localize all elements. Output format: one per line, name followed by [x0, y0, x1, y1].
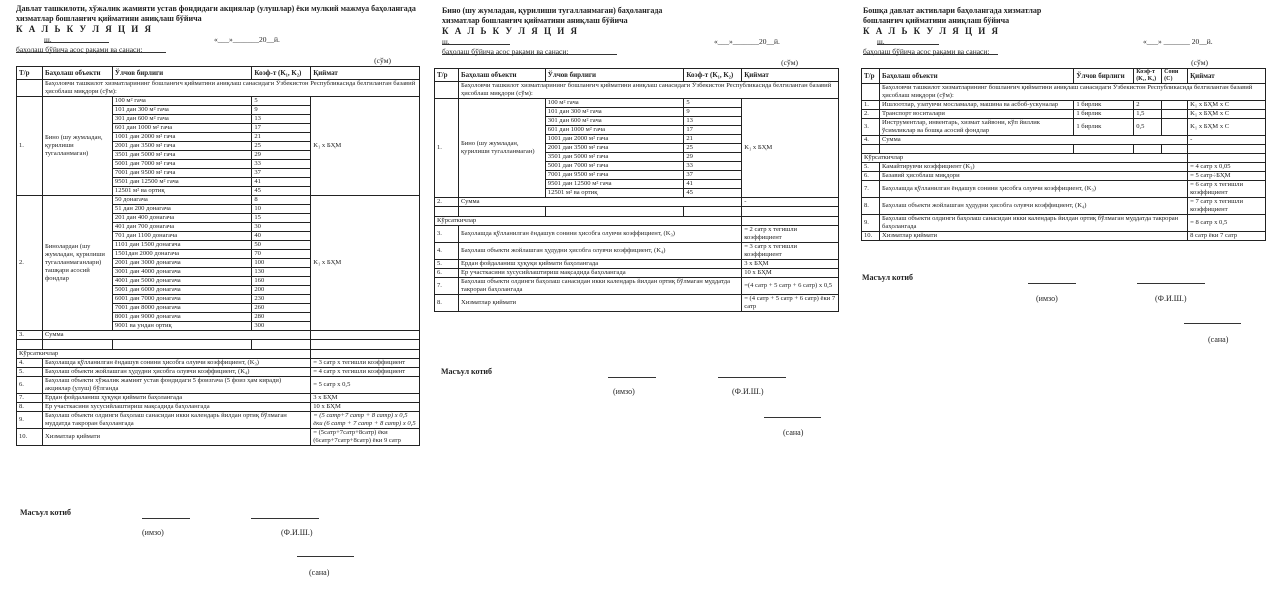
- unit-range: 100 м² гача: [545, 99, 684, 108]
- row-number: 8.: [17, 403, 43, 412]
- row-number: 10.: [862, 232, 880, 241]
- object-name: Бино (шу жумладан, қурилиши тугалланмаган): [42, 97, 112, 196]
- unit-range: 101 дан 300 м² гача: [545, 108, 684, 117]
- indicator-label: Баҳолашда қўлланилган ёндашув сонини ҳисобга олувчи коэффициент, (K₃): [42, 359, 310, 368]
- unit-range: 101 дан 300 м² гача: [112, 106, 251, 115]
- indicator-formula: = 2 сатр х тегишли коэффициент: [742, 226, 839, 243]
- header-value: Қиймат: [742, 69, 839, 82]
- coefficient: 280: [252, 313, 311, 322]
- unit-range: 8001 дан 9000 донагача: [112, 313, 251, 322]
- row-number: 1.: [862, 101, 880, 110]
- coefficient: 17: [252, 124, 311, 133]
- doc2-title-line2: хизматлар бошланғич қийматини аниқлаш бўйича: [442, 16, 628, 25]
- row-number: 7.: [17, 394, 43, 403]
- unit-range: 2001 дан 3500 м² гача: [112, 142, 251, 151]
- row-number: 1.: [17, 97, 43, 196]
- unit-range: 7001 дан 9500 м² гача: [112, 169, 251, 178]
- header-coef: Коэф-т (K₁, K₂): [1134, 69, 1162, 84]
- header-tr: Т/р: [17, 67, 43, 80]
- date-line: [297, 556, 354, 557]
- row-number: 3.: [435, 226, 459, 243]
- doc3-signature: [862, 273, 1262, 353]
- value-formula: K₁ х БҲМ х С: [1188, 119, 1266, 136]
- value-formula: K₁ х БҲМ х С: [1188, 110, 1266, 119]
- unit-range: 201 дан 400 донагача: [112, 214, 251, 223]
- coefficient: 37: [252, 169, 311, 178]
- unit-range: 2001 дан 3500 м² гача: [545, 144, 684, 153]
- header-object: Баҳолаш объекти: [458, 69, 545, 82]
- indicator-label: Баҳолаш объекти жойлашган ҳудудни ҳисобга олувчи коэффициент, (K₄): [42, 368, 310, 377]
- indicator-formula: 3 х БҲМ: [742, 260, 839, 269]
- object-name: Инструментлар, инвентарь, хизмат хайвони, кўп йиллик ўсимликлар ва бошқа асосий фондлар: [879, 119, 1073, 136]
- indicator-formula: = (4 сатр + 5 сатр + 6 сатр) ёки 7 сатр: [742, 295, 839, 312]
- doc2-kalkulyatsiya: К А Л Ь К У Л Я Ц И Я: [442, 26, 580, 36]
- unit-range: 701 дан 1100 донагача: [112, 232, 251, 241]
- coefficient: 25: [684, 144, 742, 153]
- indicator-label: Базавий ҳисоблаш миқдори: [879, 172, 1187, 181]
- unit-range: 1001 дан 2000 м² гача: [112, 133, 251, 142]
- unit-range: 5001 дан 6000 донагача: [112, 286, 251, 295]
- unit: 1 бирлик: [1074, 119, 1134, 136]
- unit-range: 301 дан 600 м² гача: [112, 115, 251, 124]
- indicator-formula: = (5 сатр+7 сатр + 8 сатр) х 0,5 ёки (6 сатр + 7 сатр + 8 сатр) х 0,5: [311, 412, 420, 429]
- base-note: Баҳоловчи ташкилот хизматларининг бошланғич қийматини аниқлаш санасидаги Ўзбекистон Республикасида белгиланган базавий ҳисоблаш миқдори (сўм):: [879, 84, 1265, 101]
- row-number: 4.: [17, 359, 43, 368]
- doc3-title-line2: бошланғич қийматини аниқлаш бўйича: [863, 16, 1010, 25]
- unit-range: 1101 дан 1500 донагача: [112, 241, 251, 250]
- unit-range: 3001 дан 4000 донагача: [112, 268, 251, 277]
- indicator-row: [17, 359, 420, 368]
- responsible-secretary-label: Масъул котиб: [20, 508, 71, 517]
- indicator-label: Баҳолаш объекти олдинги баҳолаш санасидан икки календарь йилдан ортиқ бўлмаган муддатда такроран баҳолангада: [458, 278, 741, 295]
- value-formula: K₁ х БҲМ: [311, 97, 420, 196]
- indicator-row: [435, 226, 839, 243]
- unit-range: 5001 дан 7000 м² гача: [112, 160, 251, 169]
- coefficient: 9: [252, 106, 311, 115]
- doc1-table: [16, 66, 420, 446]
- header-value: Қиймат: [311, 67, 420, 80]
- indicator-formula: 10 х БҲМ: [311, 403, 420, 412]
- indicator-row: [862, 215, 1266, 232]
- indicator-label: Хизматлар қиймати: [458, 295, 741, 312]
- doc3-unit: (сўм): [1191, 58, 1208, 67]
- indicator-label: Ердан фойдаланиш ҳуқуқи қиймати баҳолангада: [42, 394, 310, 403]
- responsible-secretary-label: Масъул котиб: [862, 273, 913, 282]
- object-name: Бино (шу жумладан, қурилиши тугалланмаган): [458, 99, 545, 198]
- coefficient: 13: [684, 117, 742, 126]
- row-number: 8.: [435, 295, 459, 312]
- doc1-city-suffix: ш.: [44, 35, 52, 44]
- header-coef: Коэф-т (K₁, K₂): [252, 67, 311, 80]
- row-number: 6.: [435, 269, 459, 278]
- sign-caption: (имзо): [142, 528, 164, 537]
- coefficient: 50: [252, 241, 311, 250]
- coefficient: 41: [684, 180, 742, 189]
- unit-range: 401 дан 700 донагача: [112, 223, 251, 232]
- object-name: Транспорт воситалари: [879, 110, 1073, 119]
- coefficient: 21: [684, 135, 742, 144]
- unit-range: 100 м² гача: [112, 97, 251, 106]
- unit-range: 9501 дан 12500 м² гача: [112, 178, 251, 187]
- coefficient: 45: [684, 189, 742, 198]
- indicator-label: Баҳолаш объекти жойлашган ҳудудни ҳисобга олувчи коэффициент, (K₄): [879, 198, 1187, 215]
- unit-range: 51 дан 200 донагача: [112, 205, 251, 214]
- indicator-formula: 10 х БҲМ: [742, 269, 839, 278]
- name-caption: (Ф.И.Ш.): [1155, 294, 1187, 303]
- name-caption: (Ф.И.Ш.): [732, 387, 764, 396]
- coefficient: 33: [684, 162, 742, 171]
- sign-line: [1028, 283, 1076, 284]
- name-line: [718, 377, 786, 378]
- sum-value: -: [742, 198, 839, 207]
- coefficient: 260: [252, 304, 311, 313]
- unit-range: 7001 дан 9500 м² гача: [545, 171, 684, 180]
- unit-range: 6001 дан 7000 донагача: [112, 295, 251, 304]
- table-row: [862, 119, 1266, 136]
- coefficient: 5: [252, 97, 311, 106]
- indicator-formula: = 3 сатр х тегишли коэффициент: [742, 243, 839, 260]
- doc1-title-line2: хизматлар бошланғич қийматини аниқлаш бўйича: [16, 14, 202, 23]
- coefficient: 25: [252, 142, 311, 151]
- coefficient: 29: [684, 153, 742, 162]
- coefficient: 100: [252, 259, 311, 268]
- table-row: [862, 101, 1266, 110]
- doc2-basis-label: баҳолаш бўйича асос рақами ва санаси:: [442, 47, 569, 56]
- date-caption: (сана): [1208, 335, 1229, 344]
- row-number: 7.: [435, 278, 459, 295]
- document-3: [863, 6, 1268, 241]
- doc2-title-line1: Бино (шу жумладан, қурилиши тугалланмаган) баҳолангада: [442, 6, 663, 15]
- header-count: Сони (С): [1162, 69, 1188, 84]
- row-number: 5.: [435, 260, 459, 269]
- count: [1162, 119, 1188, 136]
- coefficient: 15: [252, 214, 311, 223]
- responsible-secretary-label: Масъул котиб: [441, 367, 492, 376]
- unit-range: 12501 м² ва ортиқ: [112, 187, 251, 196]
- sum-label: Сумма: [879, 136, 1187, 145]
- indicator-row: [17, 377, 420, 394]
- indicator-label: Ер участкасини хусусийлаштириш мақсадида баҳолангада: [42, 403, 310, 412]
- date-line: [1184, 323, 1241, 324]
- table-row: [17, 196, 420, 205]
- table-row: [435, 99, 839, 108]
- header-coef: Коэф-т (K₁, K₂): [684, 69, 742, 82]
- header-unit: Ўлчов бирлиги: [1074, 69, 1134, 84]
- indicator-row: [17, 394, 420, 403]
- count: [1162, 110, 1188, 119]
- indicator-formula: = 5 сатр÷БҲМ: [1188, 172, 1266, 181]
- count: [1162, 101, 1188, 110]
- doc2-signature: [441, 367, 841, 447]
- value-formula: K₁ х БҲМ х С: [1188, 101, 1266, 110]
- coefficient: 10: [252, 205, 311, 214]
- indicator-formula: 3 х БҲМ: [311, 394, 420, 403]
- indicator-row: [17, 429, 420, 446]
- indicator-row: [862, 172, 1266, 181]
- indicator-formula: = 8 сатр х 0,5: [1188, 215, 1266, 232]
- indicators-label: Кўрсаткичлар: [862, 154, 1188, 163]
- document-1: [16, 4, 421, 446]
- row-number: 9.: [862, 215, 880, 232]
- row-number: 9.: [17, 412, 43, 429]
- indicator-label: Ердан фойдаланиш ҳуқуқи қиймати баҳолангада: [458, 260, 741, 269]
- name-line: [1137, 283, 1205, 284]
- doc2-table: [434, 68, 839, 312]
- indicator-label: Баҳолаш объекти жойлашган ҳудудни ҳисобга олувчи коэффициент, (K₄): [458, 243, 741, 260]
- coefficient: 40: [252, 232, 311, 241]
- row-number: 3.: [862, 119, 880, 136]
- header-unit: Ўлчов бирлиги: [112, 67, 251, 80]
- indicator-row: [862, 163, 1266, 172]
- coefficient: 33: [252, 160, 311, 169]
- indicator-row: [862, 232, 1266, 241]
- row-number: 7.: [862, 181, 880, 198]
- coefficient: 30: [252, 223, 311, 232]
- row-number: 4.: [435, 243, 459, 260]
- coefficient: 37: [684, 171, 742, 180]
- sum-label: Сумма: [458, 198, 741, 207]
- coefficient: 41: [252, 178, 311, 187]
- sign-line: [142, 518, 190, 519]
- indicators-label: Кўрсаткичлар: [435, 217, 742, 226]
- indicator-row: [17, 403, 420, 412]
- indicator-formula: =(4 сатр + 5 сатр + 6 сатр) х 0,5: [742, 278, 839, 295]
- value-formula: K₁ х БҲМ: [742, 99, 839, 198]
- sum-value: -: [1188, 136, 1266, 145]
- row-number: 2.: [17, 196, 43, 331]
- coefficient: 1,5: [1134, 110, 1162, 119]
- row-number: 8.: [862, 198, 880, 215]
- doc1-title-line1: Давлат ташкилоти, хўжалик жамияти устав фондидаги акциялар (улушлар) ёки мулкий мажмуа баҳолангада: [16, 4, 416, 13]
- doc1-signature: [20, 508, 420, 592]
- coefficient: 70: [252, 250, 311, 259]
- unit-range: 2001 дан 3000 донагача: [112, 259, 251, 268]
- indicator-formula: = 3 сатр х тегишли коэффициент: [311, 359, 420, 368]
- sign-caption: (имзо): [1036, 294, 1058, 303]
- unit-range: 9001 ва ундан ортиқ: [112, 322, 251, 331]
- unit-range: 301 дан 600 м² гача: [545, 117, 684, 126]
- doc2-unit: (сўм): [781, 58, 798, 67]
- coefficient: 29: [252, 151, 311, 160]
- doc1-unit: (сўм): [374, 56, 391, 65]
- sum-num: 4.: [862, 136, 880, 145]
- table-row: [17, 97, 420, 106]
- indicator-row: [435, 295, 839, 312]
- date-caption: (сана): [309, 568, 330, 577]
- row-number: 5.: [862, 163, 880, 172]
- doc1-basis-label: баҳолаш бўйича асос рақами ва санаси:: [16, 45, 143, 54]
- base-note: Баҳоловчи ташкилот хизматларининг бошланғич қийматини аниқлаш санасидаги Ўзбекистон Республикасида белгиланган базавий ҳисоблаш миқдори (сўм):: [458, 82, 838, 99]
- unit-range: 3501 дан 5000 м² гача: [545, 153, 684, 162]
- document-2: [437, 6, 842, 312]
- doc2-city-suffix: ш.: [442, 37, 450, 46]
- sum-num: 3.: [17, 331, 43, 340]
- header-tr: Т/р: [862, 69, 880, 84]
- unit-range: 601 дан 1000 м² гача: [112, 124, 251, 133]
- indicator-row: [862, 198, 1266, 215]
- coefficient: 2: [1134, 101, 1162, 110]
- name-line: [251, 518, 319, 519]
- coefficient: 5: [684, 99, 742, 108]
- row-number: 6.: [17, 377, 43, 394]
- coefficient: 0,5: [1134, 119, 1162, 136]
- doc3-title-line1: Бошқа давлат активлари баҳолангада хизматлар: [863, 6, 1042, 15]
- indicator-formula: = 4 сатр х 0,05: [1188, 163, 1266, 172]
- coefficient: 130: [252, 268, 311, 277]
- unit-range: 4001 дан 5000 донагача: [112, 277, 251, 286]
- coefficient: 300: [252, 322, 311, 331]
- indicator-formula: = 5 сатр х 0,5: [311, 377, 420, 394]
- coefficient: 13: [252, 115, 311, 124]
- row-number: 5.: [17, 368, 43, 377]
- doc3-basis-label: баҳолаш бўйича асос рақами ва санаси:: [863, 47, 990, 56]
- indicator-label: Камайтирувчи коэффициент (K₃): [879, 163, 1187, 172]
- row-number: 2.: [862, 110, 880, 119]
- doc3-kalkulyatsiya: К А Л Ь К У Л Я Ц И Я: [863, 26, 1001, 36]
- coefficient: 17: [684, 126, 742, 135]
- doc3-city-suffix: ш.: [877, 37, 885, 46]
- object-name: Бинолардан (шу жумладан, қурилиши тугалланмаганлари) ташқари асосий фондлар: [42, 196, 112, 331]
- unit-range: 601 дан 1000 м² гача: [545, 126, 684, 135]
- doc1-date: «___»_______20__й.: [214, 35, 280, 44]
- indicator-label: Хизматлар қиймати: [42, 429, 310, 446]
- indicators-label: Кўрсаткичлар: [17, 350, 311, 359]
- row-number: 1.: [435, 99, 459, 198]
- indicator-formula: = (5сатр+7сатр+8сатр) ёки (6сатр+7сатр+8сатр) ёки 9 сатр: [311, 429, 420, 446]
- indicator-row: [862, 181, 1266, 198]
- unit-range: 1001 дан 2000 м² гача: [545, 135, 684, 144]
- indicator-label: Баҳолаш объекти хўжалик жамият устав фондидаги 5 фоизгача (5 фоиз ҳам киради) акциялар (улуш) бўлганда: [42, 377, 310, 394]
- header-object: Баҳолаш объекти: [42, 67, 112, 80]
- indicator-formula: 8 сатр ёки 7 сатр: [1188, 232, 1266, 241]
- row-number: 10.: [17, 429, 43, 446]
- unit: 1 бирлик: [1074, 110, 1134, 119]
- coefficient: 9: [684, 108, 742, 117]
- indicator-label: Хизматлар қиймати: [879, 232, 1187, 241]
- header-object: Баҳолаш объекти: [879, 69, 1073, 84]
- indicator-label: Баҳолашда қўлланилган ёндашув сонини ҳисобга олувчи коэффициент, (K₃): [879, 181, 1187, 198]
- indicator-row: [435, 260, 839, 269]
- unit-range: 9501 дан 12500 м² гача: [545, 180, 684, 189]
- indicator-row: [435, 278, 839, 295]
- date-caption: (сана): [783, 428, 804, 437]
- header-unit: Ўлчов бирлиги: [545, 69, 684, 82]
- indicator-formula: = 6 сатр х тегишли коэффициент: [1188, 181, 1266, 198]
- coefficient: 8: [252, 196, 311, 205]
- indicator-formula: = 4 сатр х тегишли коэффициент: [311, 368, 420, 377]
- indicator-label: Ер участкасини хусусийлаштириш мақсадида баҳолангада: [458, 269, 741, 278]
- indicator-formula: = 7 сатр х тегишли коэффициент: [1188, 198, 1266, 215]
- coefficient: 230: [252, 295, 311, 304]
- coefficient: 45: [252, 187, 311, 196]
- unit-range: 1501дан 2000 донагача: [112, 250, 251, 259]
- table-row: [862, 110, 1266, 119]
- unit-range: 12501 м² ва ортиқ: [545, 189, 684, 198]
- indicator-row: [17, 412, 420, 429]
- indicator-row: [435, 243, 839, 260]
- sum-label: Сумма: [42, 331, 310, 340]
- unit-range: 3501 дан 5000 м² гача: [112, 151, 251, 160]
- indicator-label: Баҳолаш объекти олдинги баҳолаш санасидан икки календарь йилдан ортиқ бўлмаган муддатда такроран баҳолангада: [879, 215, 1187, 232]
- indicator-label: Баҳолаш объекти олдинги баҳолаш санасидан икки календарь йилдан ортиқ бўлмаган муддатда такроран баҳолангада: [42, 412, 310, 429]
- indicator-label: Баҳолашда қўлланилган ёндашув сонини ҳисобга олувчи коэффициент, (K₃): [458, 226, 741, 243]
- doc3-date: «___» _______ 20__й.: [1143, 37, 1213, 46]
- coefficient: 21: [252, 133, 311, 142]
- indicator-row: [17, 368, 420, 377]
- row-number: 6.: [862, 172, 880, 181]
- unit-range: 5001 дан 7000 м² гача: [545, 162, 684, 171]
- value-formula: K₁ х БҲМ: [311, 196, 420, 331]
- coefficient: 160: [252, 277, 311, 286]
- unit-range: 50 донагача: [112, 196, 251, 205]
- header-tr: Т/р: [435, 69, 459, 82]
- name-caption: (Ф.И.Ш.): [281, 528, 313, 537]
- date-line: [764, 417, 821, 418]
- indicator-row: [435, 269, 839, 278]
- unit-range: 7001 дан 8000 донагача: [112, 304, 251, 313]
- sum-num: 2.: [435, 198, 459, 207]
- doc3-table: [861, 68, 1266, 241]
- header-value: Қиймат: [1188, 69, 1266, 84]
- object-name: Ишлоотлар, узатувчи мосламалар, машина ва асбоб-ускуналар: [879, 101, 1073, 110]
- base-note: Баҳоловчи ташкилот хизматларининг бошланғич қийматини аниқлаш санасидаги Ўзбекистон Республикасида белгиланган базавий ҳисоблаш миқдори (сўм):: [42, 80, 419, 97]
- sign-caption: (имзо): [613, 387, 635, 396]
- coefficient: 200: [252, 286, 311, 295]
- unit: 1 бирлик: [1074, 101, 1134, 110]
- doc2-date: «___»_______20__й.: [714, 37, 780, 46]
- doc1-kalkulyatsiya: К А Л Ь К У Л Я Ц И Я: [16, 24, 154, 34]
- sign-line: [608, 377, 656, 378]
